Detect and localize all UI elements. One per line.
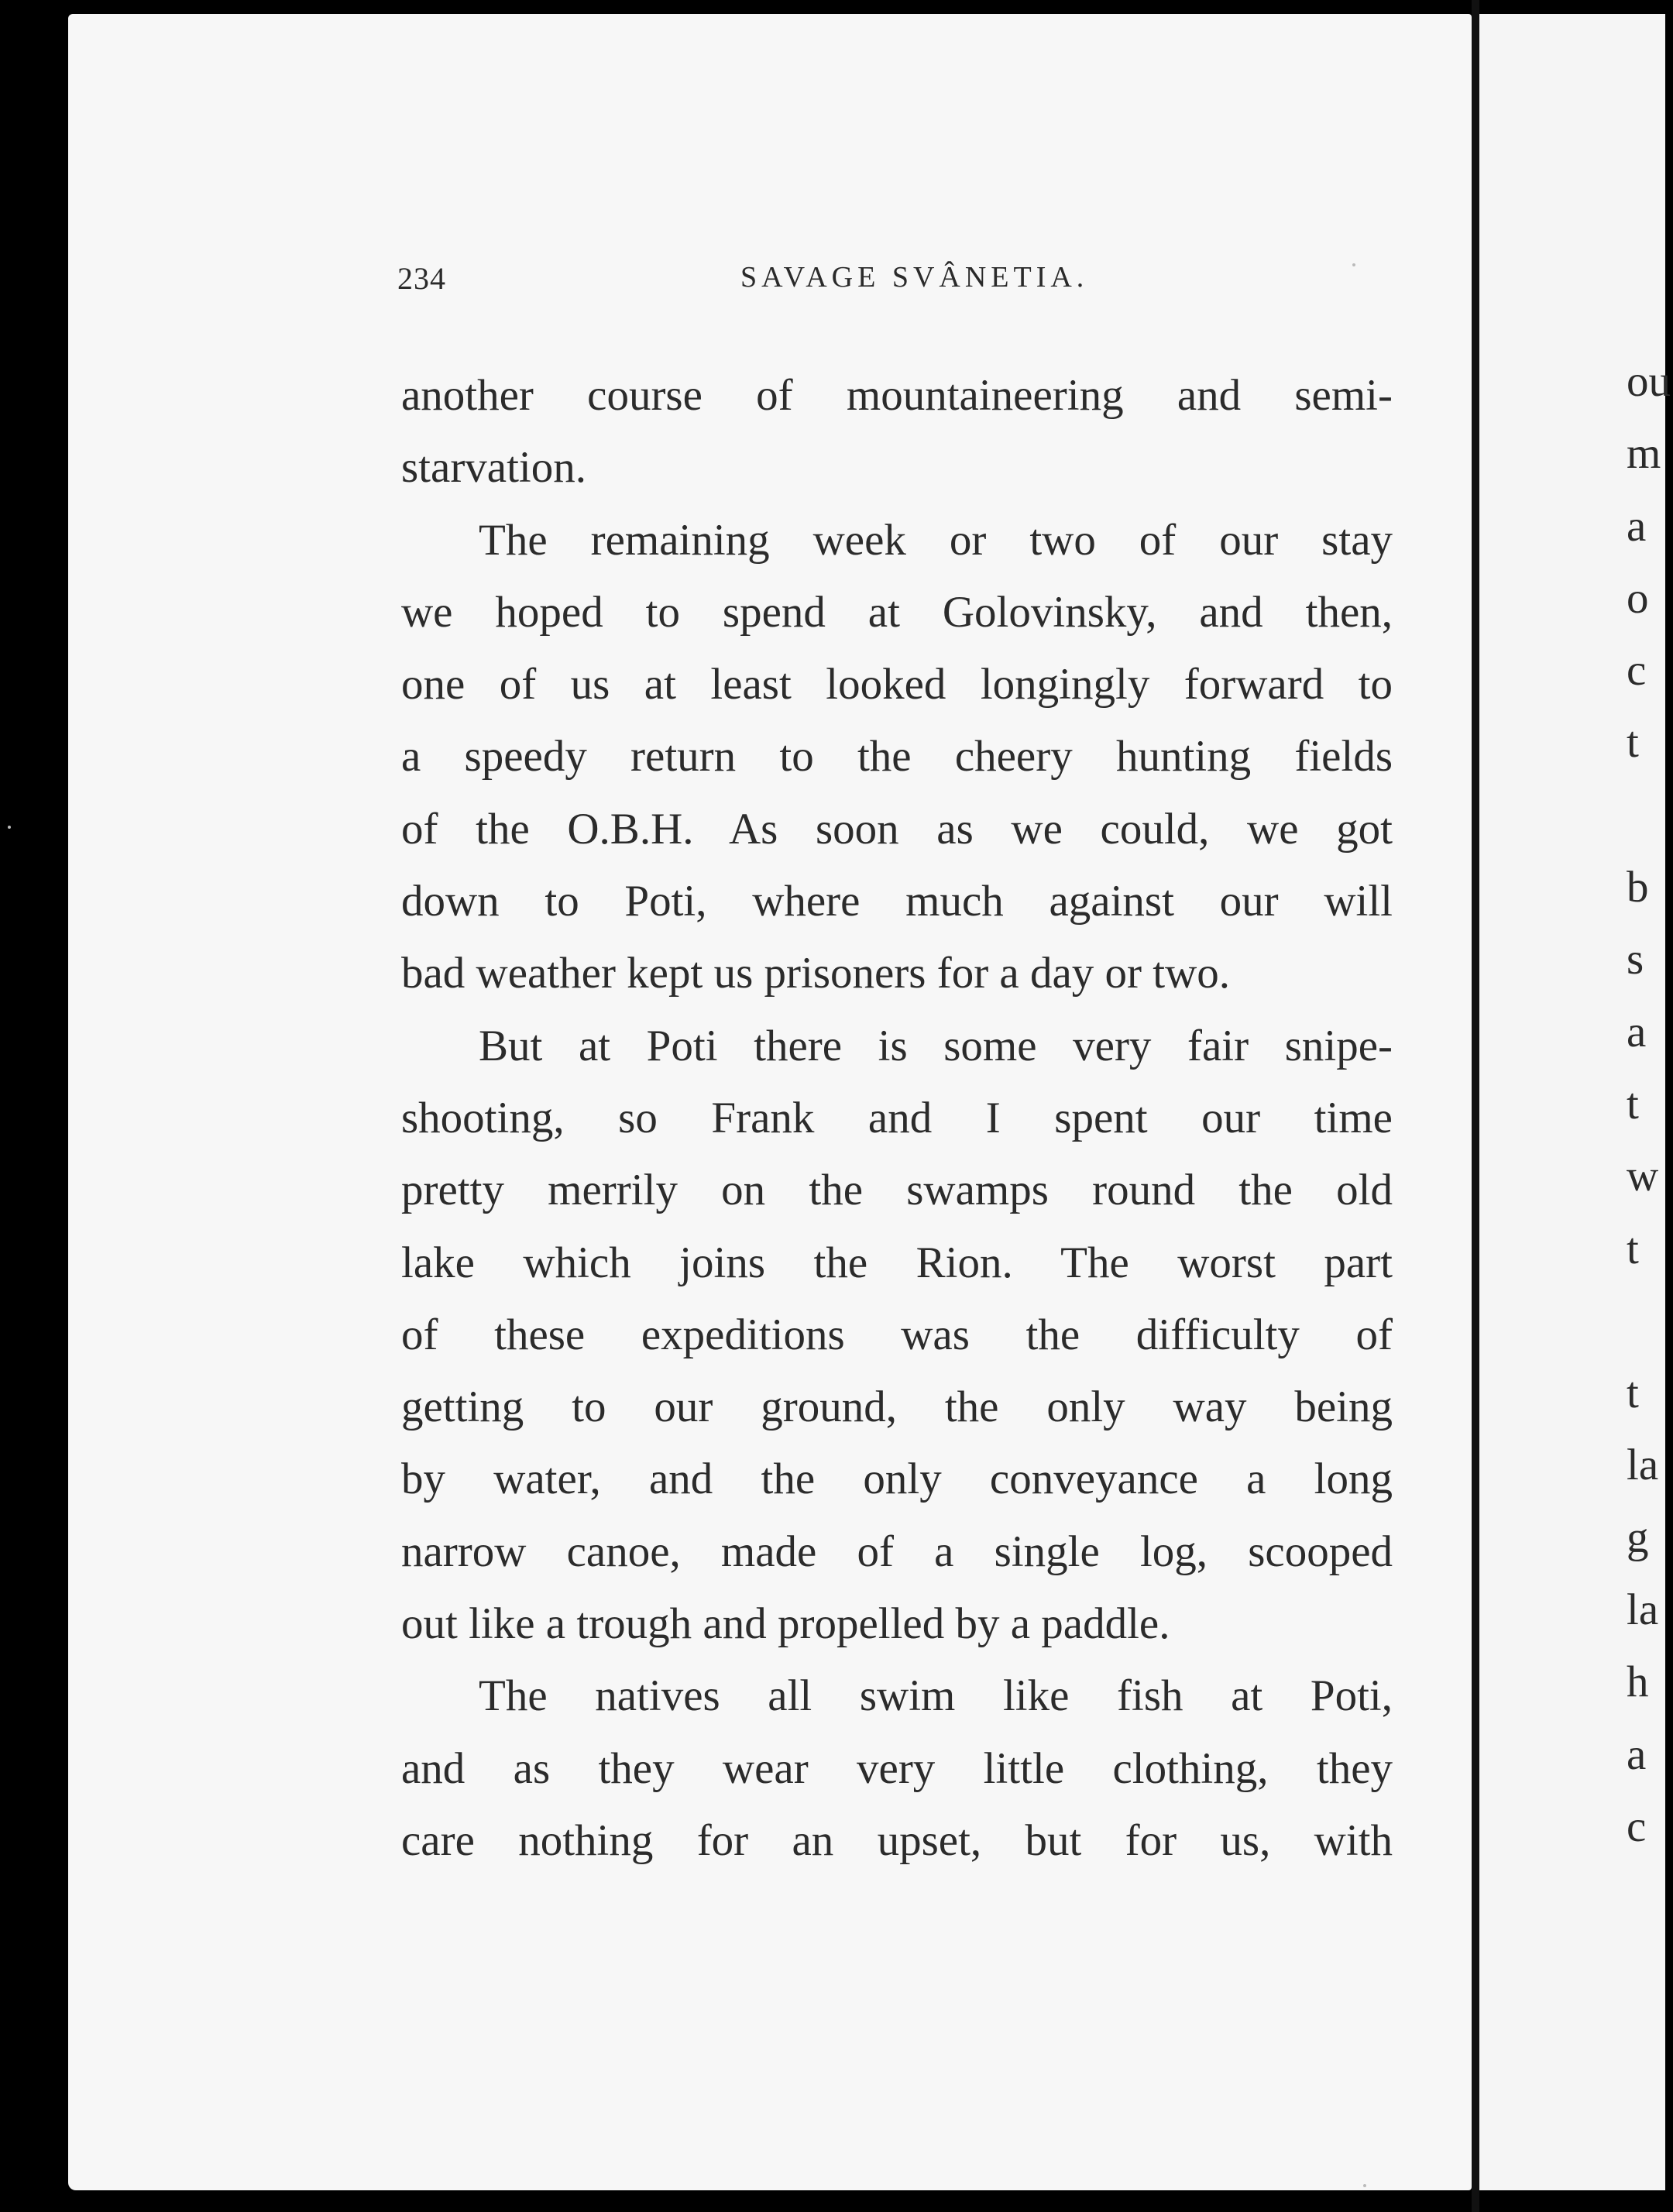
text-line: But at Poti there is some very fair snipe- [479,1021,1393,1070]
running-title: SAVAGE SVÂNETIA. [740,261,1089,294]
text-line: by water, and the only conveyance a long [401,1455,1393,1504]
facing-line-fragment [1627,1285,1673,1357]
facing-line-fragment: g [1627,1513,1649,1562]
text-line: bad weather kept us prisoners for a day or two. [401,949,1231,998]
text-line: and as they wear very little clothing, they [401,1743,1393,1793]
facing-line-fragment: c [1627,1802,1647,1851]
facing-page-text [1627,345,1673,1863]
facing-line-fragment: a [1627,501,1647,551]
text-line: one of us at least looked longingly forward to [401,660,1393,709]
facing-line-fragment: t [1627,1369,1639,1418]
facing-line-fragment: t [1627,718,1639,768]
facing-line-fragment: h [1627,1657,1649,1707]
book-gutter [1472,0,1479,2212]
text-line: shooting, so Frank and I spent our time [401,1093,1393,1142]
text-line: down to Poti, where much against our will [401,877,1393,926]
facing-line-fragment: a [1627,1729,1647,1779]
facing-line-fragment: la [1627,1585,1659,1635]
running-head [68,260,1472,307]
text-line: lake which joins the Rion. The worst part [401,1238,1393,1287]
facing-line-fragment: b [1627,863,1649,912]
text-line: getting to our ground, the only way being [401,1382,1393,1432]
text-line: care nothing for an upset, but for us, with [401,1815,1393,1865]
facing-line-fragment: ou [1627,357,1671,406]
facing-line-fragment: w [1627,1152,1659,1201]
scan-speck [8,826,11,829]
text-line: a speedy return to the cheery hunting fields [401,732,1393,781]
facing-line-fragment: s [1627,935,1644,984]
page-number: 234 [397,261,446,296]
text-line: starvation. [401,443,587,493]
text-line: The natives all swim like fish at Poti, [479,1671,1393,1721]
body-text [401,359,1393,1877]
text-line: out like a trough and propelled by a paddle. [401,1599,1170,1649]
text-line: another course of mountaineering and semi- [401,371,1393,420]
text-line: of the O.B.H. As soon as we could, we got [401,804,1393,854]
text-line: narrow canoe, made of a single log, scooped [401,1527,1393,1576]
facing-line-fragment: la [1627,1441,1659,1490]
facing-line-fragment: c [1627,646,1647,696]
facing-line-fragment [1627,779,1673,851]
left-page [68,14,1472,2190]
facing-line-fragment: t [1627,1224,1639,1273]
scan-speck [1363,2184,1366,2187]
text-line: we hoped to spend at Golovinsky, and then, [401,587,1393,637]
scan-speck [1352,263,1355,266]
text-line: The remaining week or two of our stay [479,515,1393,565]
text-line: of these expeditions was the difficulty of [401,1310,1393,1359]
text-line: pretty merrily on the swamps round the old [401,1166,1393,1215]
facing-line-fragment: m [1627,429,1661,479]
facing-line-fragment: t [1627,1079,1639,1128]
facing-line-fragment: o [1627,573,1649,623]
facing-line-fragment: a [1627,1007,1647,1056]
